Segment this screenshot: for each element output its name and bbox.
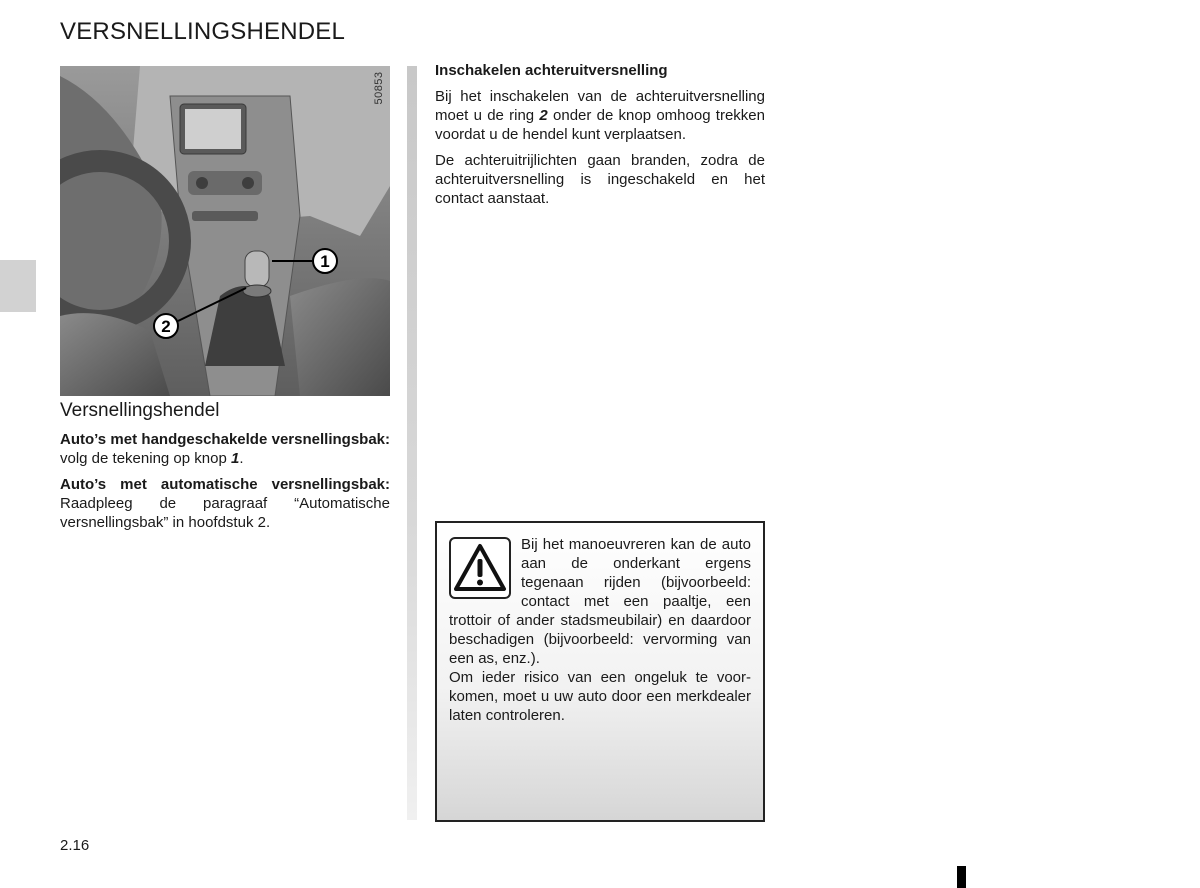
chapter-tab <box>0 260 36 312</box>
left-column <box>60 400 390 539</box>
warning-paragraph-1: Bij het manoeuvreren kan de auto aan de onderkant ergens tegenaan rijden (bijvoorbeeld: contact met een paaltje, een trottoir of ander stadsmeubilair) en daardoor beschadigen (bijvoorbeeld: vervorming van een as, enz.). <box>449 536 751 667</box>
corner-mark <box>957 866 966 888</box>
warning-paragraph-2: Om ieder risico van een ongeluk te voorkomen, moet u uw auto door een merkdealer laten controleren. <box>449 669 751 724</box>
page-number: 2.16 <box>60 837 90 854</box>
section-heading: Versnellingshendel <box>60 400 220 421</box>
page-title: VERSNELLINGSHENDEL <box>60 18 346 45</box>
car-interior-drawing <box>60 66 390 396</box>
callout-1: 1 <box>320 252 330 271</box>
warning-triangle-icon <box>449 537 511 599</box>
warning-box <box>435 521 765 822</box>
reverse-lights-paragraph: De achteruitrijlichten gaan branden, zodra de achteruitversnelling is ingeschakeld en het contact aanstaat. <box>435 152 765 207</box>
manual-gearbox-paragraph: Auto’s met handgeschakelde versnellingsbak: volg de tekening op knop 1. <box>60 431 390 467</box>
callout-2: 2 <box>161 317 171 336</box>
figure-code: 50853 <box>373 71 385 105</box>
gear-lever-illustration <box>60 66 390 396</box>
right-column <box>435 62 765 215</box>
reverse-gear-heading: Inschakelen achteruitversnelling <box>435 62 668 79</box>
automatic-gearbox-paragraph: Auto’s met automatische versnellingsbak: Raadpleeg de paragraaf “Automatische versnellingsbak” in hoofdstuk 2. <box>60 476 390 531</box>
column-divider <box>407 66 417 820</box>
reverse-gear-paragraph: Bij het inschakelen van de achteruitversnelling moet u de ring 2 onder de knop omhoog trekken voordat u de hendel kunt verplaatsen. <box>435 88 765 143</box>
